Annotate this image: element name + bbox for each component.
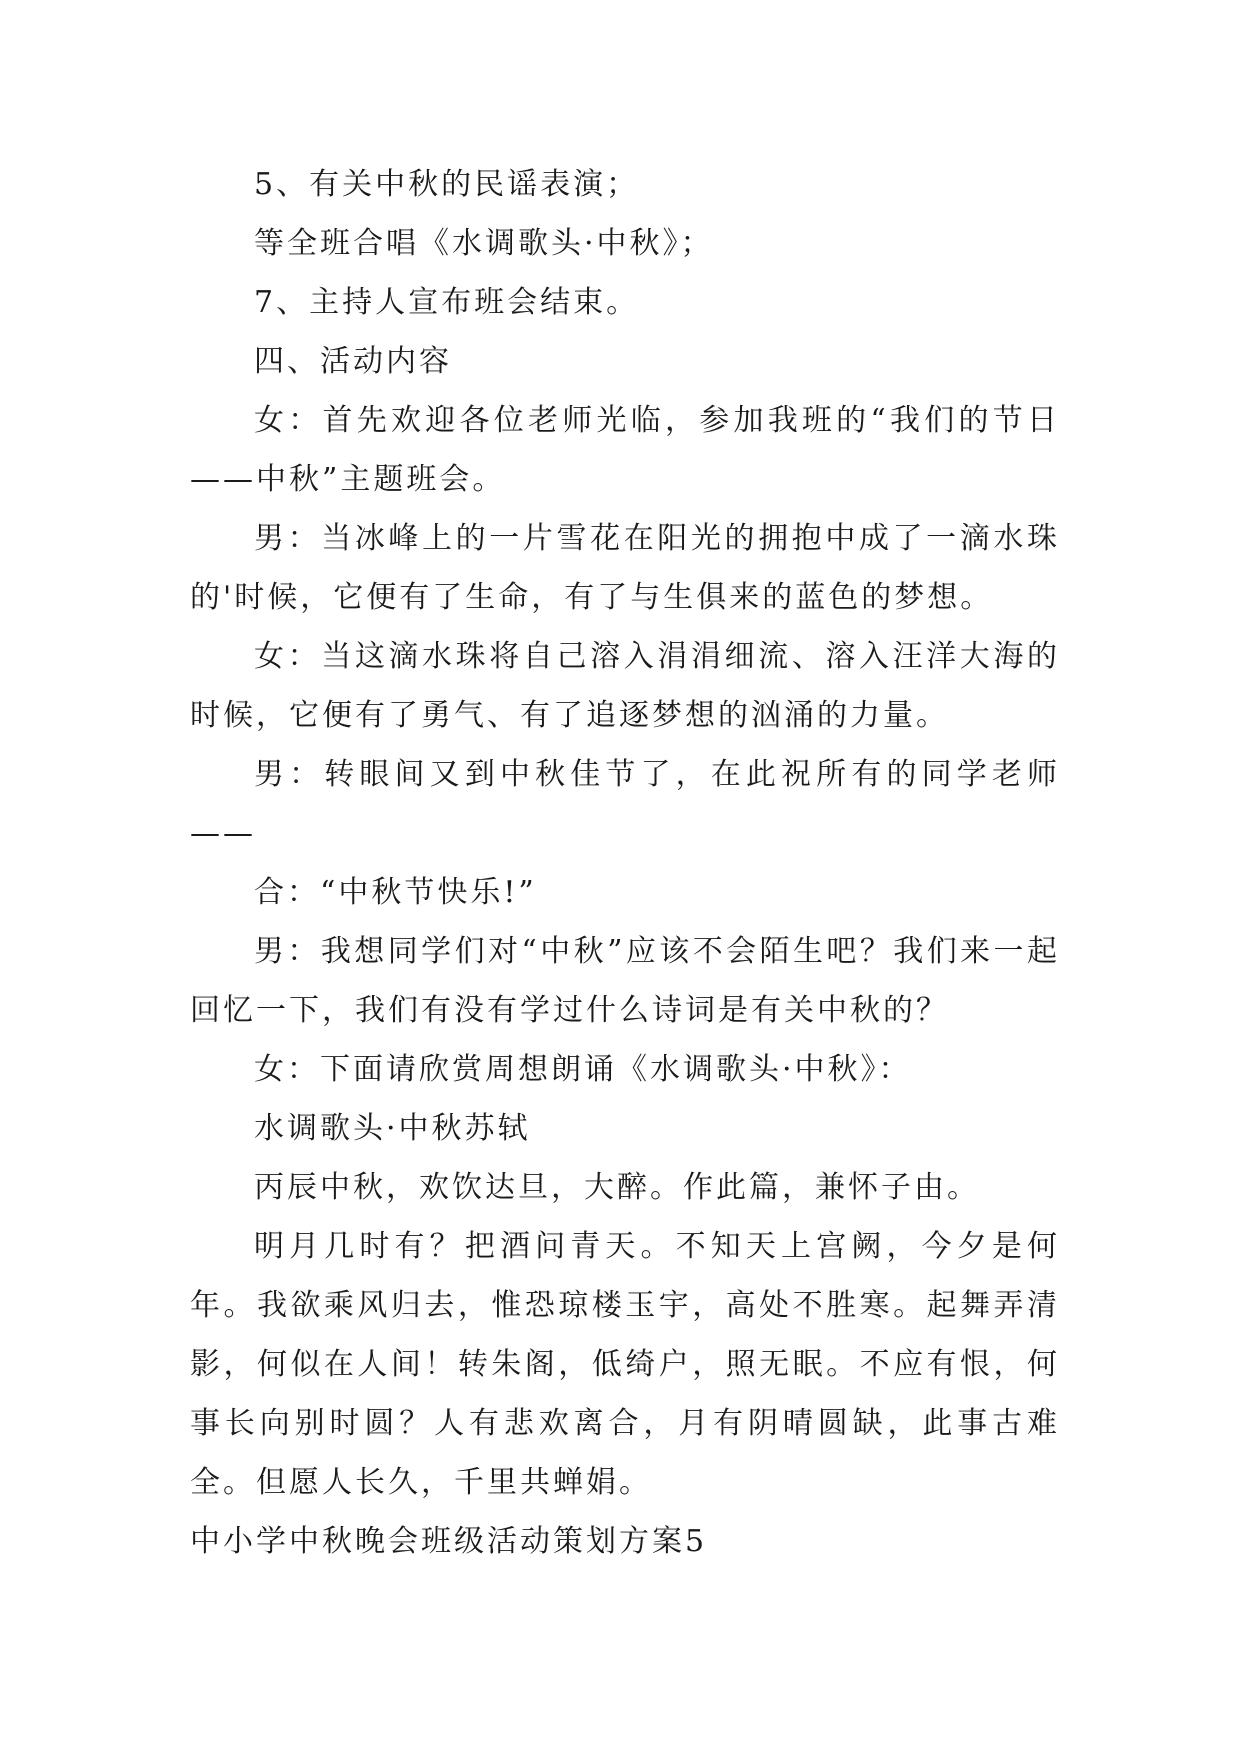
poem-title: 水调歌头·中秋苏轼 bbox=[254, 1111, 531, 1146]
dialogue-paragraph: 男：我想同学们对“中秋”应该不会陌生吧？我们来一起回忆一下，我们有没有学过什么诗词是有关中秋的？ bbox=[190, 934, 1060, 1028]
dialogue-paragraph: 合：“中秋节快乐!” bbox=[254, 875, 537, 910]
document-body bbox=[190, 155, 1060, 1571]
section-title-activity-content: 四、活动内容 bbox=[254, 344, 452, 379]
dialogue-paragraph: 男：转眼间又到中秋佳节了，在此祝所有的同学老师—— bbox=[190, 757, 1060, 851]
dialogue-paragraph: 男：当冰峰上的一片雪花在阳光的拥抱中成了一滴水珠的'时候，它便有了生命，有了与生俱来的蓝色的梦想。 bbox=[190, 521, 1060, 615]
section-heading: 中小学中秋晚会班级活动策划方案5 bbox=[190, 1524, 708, 1559]
dialogue-paragraph: 女：当这滴水珠将自己溶入涓涓细流、溶入汪洋大海的时候，它便有了勇气、有了追逐梦想的汹涌的力量。 bbox=[190, 639, 1060, 733]
list-item-closing: 7、主持人宣布班会结束。 bbox=[254, 285, 640, 320]
list-item-folk-song: 5、有关中秋的民谣表演； bbox=[254, 167, 640, 202]
dialogue-paragraph: 女：下面请欣赏周想朗诵《水调歌头·中秋》： bbox=[254, 1052, 912, 1087]
list-item-chorus: 等全班合唱《水调歌头·中秋》； bbox=[254, 226, 714, 261]
dialogue-paragraph: 女：首先欢迎各位老师光临，参加我班的“我们的节日——中秋”主题班会。 bbox=[190, 403, 1060, 497]
poem-body: 明月几时有？把酒问青天。不知天上宫阙，今夕是何年。我欲乘风归去，惟恐琼楼玉宇，高处不胜寒。起舞弄清影，何似在人间！转朱阁，低绮户，照无眠。不应有恨，何事长向别时圆？人有悲欢离合，月有阴晴圆缺，此事古难全。但愿人长久，千里共蝉娟。 bbox=[190, 1229, 1060, 1500]
poem-preface: 丙辰中秋，欢饮达旦，大醉。作此篇，兼怀子由。 bbox=[254, 1170, 980, 1205]
